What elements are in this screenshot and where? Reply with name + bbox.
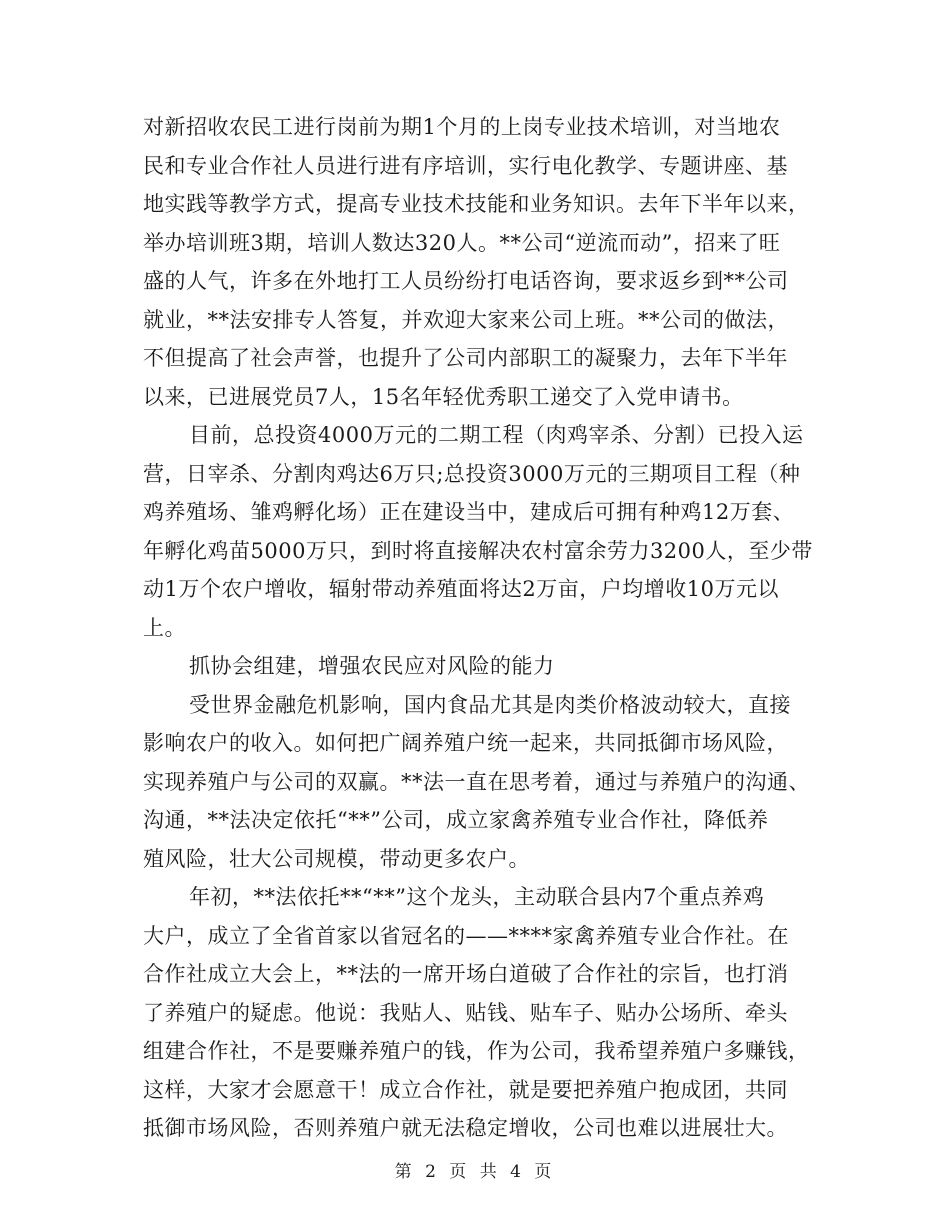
text-line: 受世界金融危机影响，国内食品尤其是肉类价格波动较大，直接	[189, 692, 791, 717]
text-line: 地实践等教学方式，提高专业技术技能和业务知识。去年下半年以来，	[143, 192, 810, 216]
text-line: 组建合作社，不是要赚养殖户的钱，作为公司，我希望养殖户多赚钱，	[143, 1039, 810, 1063]
text-line: 民和专业合作社人员进行进有序培训，实行电化教学、专题讲座、基	[143, 153, 788, 178]
text-line: 沟通，**法决定依托“**”公司，成立家禽养殖专业合作社，降低养	[143, 808, 769, 832]
text-line: 年孵化鸡苗5000万只，到时将直接解决农村富余劳力3200人，至少带	[143, 538, 813, 563]
text-line: 鸡养殖场、雏鸡孵化场）正在建设当中，建成后可拥有种鸡12万套、	[143, 500, 795, 524]
page-number-footer: 第 2 页 共 4 页	[394, 1162, 556, 1182]
text-line: 就业，**法安排专人答复，并欢迎大家来公司上班。**公司的做法，	[143, 307, 789, 332]
text-line: 殖风险，壮大公司规模，带动更多农户。	[143, 846, 530, 871]
text-line: 以来，已进展党员7人，15名年轻优秀职工递交了入党申请书。	[143, 384, 744, 409]
text-line: 营，日宰杀、分割肉鸡达6万只;总投资3000万元的三期项目工程（种	[143, 461, 801, 486]
text-line: 这样，大家才会愿意干！成立合作社，就是要把养殖户抱成团，共同	[143, 1077, 788, 1102]
text-line: 盛的人气，许多在外地打工人员纷纷打电话咨询，要求返乡到**公司	[143, 269, 789, 293]
text-line: 实现养殖户与公司的双赢。**法一直在思考着，通过与养殖户的沟通、	[143, 769, 810, 794]
text-line: 目前，总投资4000万元的二期工程（肉鸡宰杀、分割）已投入运	[189, 423, 804, 447]
document-body	[143, 108, 815, 1148]
text-line: 年初，**法依托**“**”这个龙头，主动联合县内7个重点养鸡	[189, 885, 765, 909]
text-line: 合作社成立大会上，**法的一席开场白道破了合作社的宗旨，也打消	[143, 962, 789, 986]
text-line: 上。	[143, 615, 186, 640]
text-line: 大户，成立了全省首家以省冠名的——****家禽养殖专业合作社。在	[143, 923, 789, 948]
section-heading: 抓协会组建，增强农民应对风险的能力	[189, 654, 555, 678]
text-line: 不但提高了社会声誉，也提升了公司内部职工的凝聚力，去年下半年	[143, 346, 788, 370]
text-line: 动1万个农户增收，辐射带动养殖面将达2万亩，户均增收10万元以	[143, 577, 779, 601]
text-line: 对新招收农民工进行岗前为期1个月的上岗专业技术培训，对当地农	[143, 115, 781, 139]
text-line: 抵御市场风险，否则养殖户就无法稳定增收，公司也难以进展壮大。	[143, 1116, 788, 1140]
text-line: 举办培训班3期，培训人数达320人。**公司“逆流而动”，招来了旺	[143, 230, 781, 255]
text-line: 了养殖户的疑虑。他说：我贴人、贴钱、贴车子、贴办公场所、牵头	[143, 1000, 788, 1025]
text-line: 影响农户的收入。如何把广阔养殖户统一起来，共同抵御市场风险，	[143, 731, 788, 755]
